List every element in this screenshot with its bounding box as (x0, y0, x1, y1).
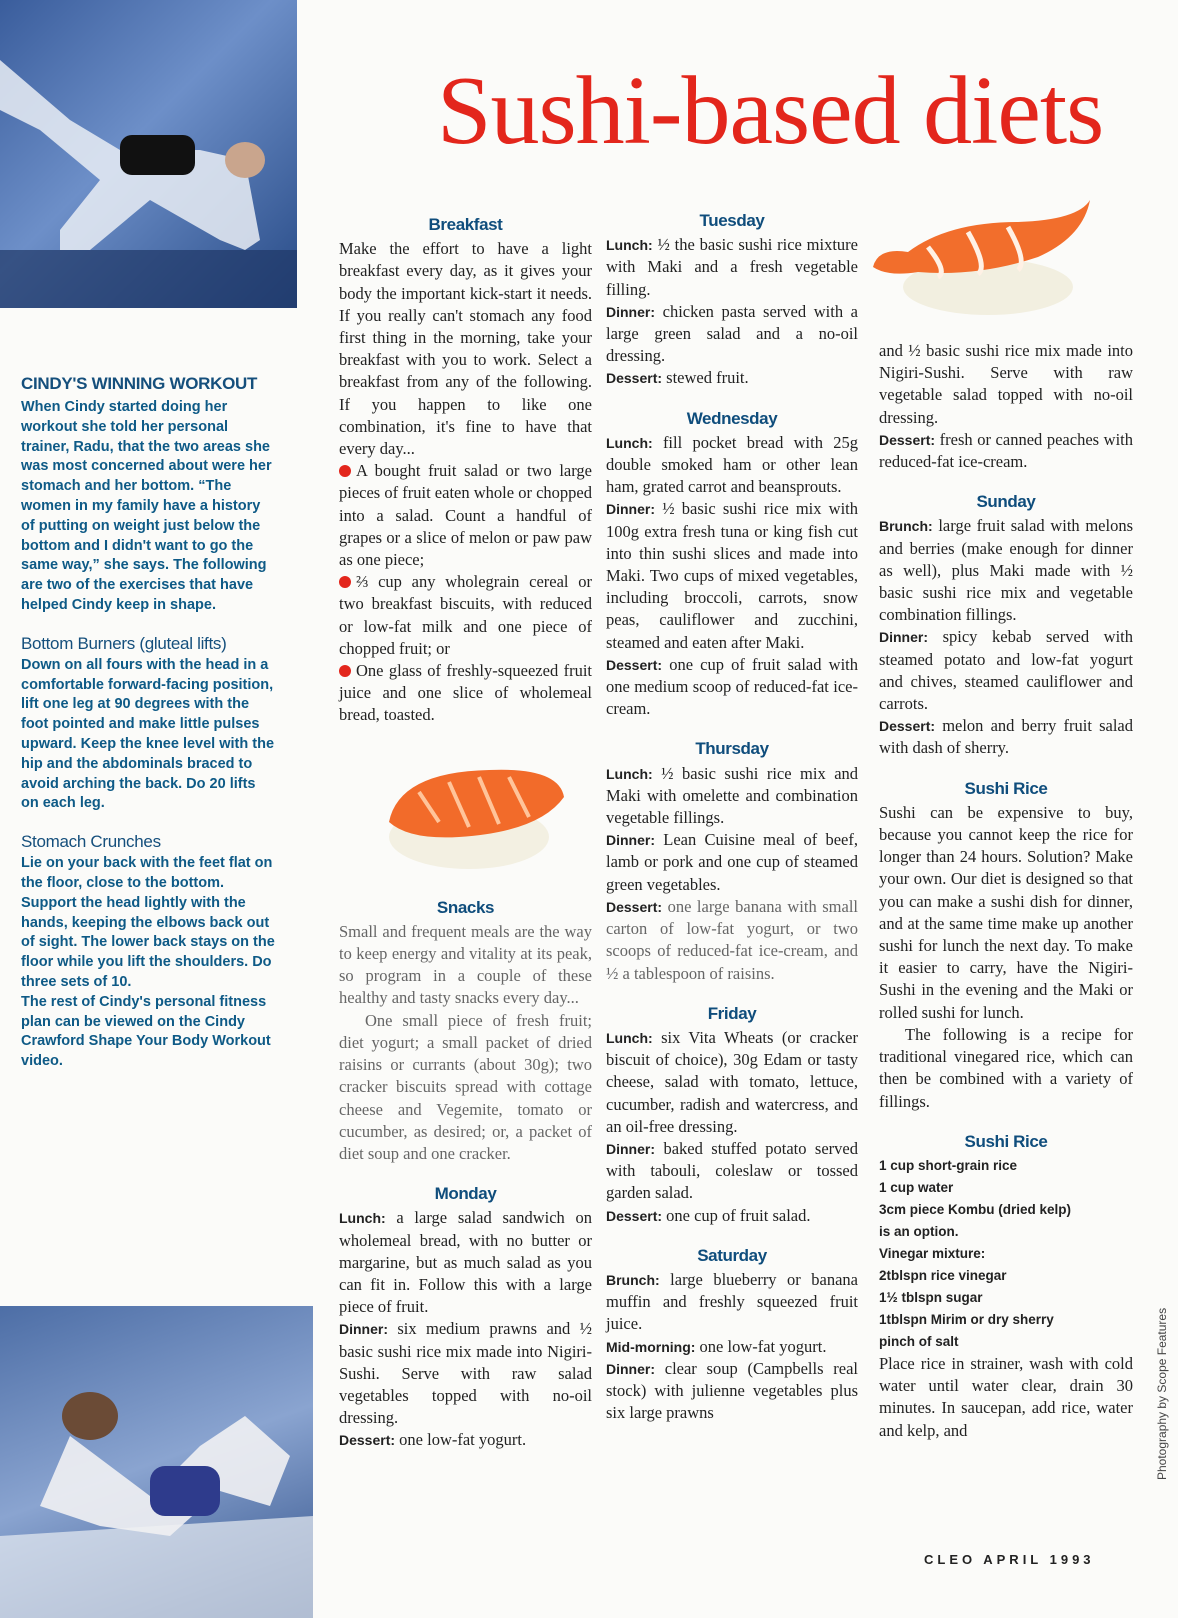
wednesday-lunch: Lunch: fill pocket bread with 25g double smoked ham or other lean ham, grated carrot and beansprouts. (606, 432, 858, 497)
wednesday-dinner: Dinner: ½ basic sushi rice mix with 100g extra fresh tuna or king fish cut into thin sushi slices and made into Maki. Two cups of mixed vegetables, including broccoli, carrots, snow peas, cauliflower and zucchini, steamed and eaten after Maki. (606, 499, 859, 652)
wednesday-dessert: Dessert: one cup of fruit salad with one medium scoop of reduced-fat ice-cream. (606, 654, 858, 719)
sunday-brunch: Brunch: large fruit salad with melons and berries (make enough for dinner as well), plus Maki made with ½ basic sushi rice mix and vegetable combination fillings. (879, 516, 1133, 625)
monday-dessert: Dessert: one low-fat yogurt. (339, 1430, 527, 1450)
ingredient-7: 1½ tblspn sugar (879, 1289, 983, 1305)
sidebar-title: CINDY'S WINNING WORKOUT (21, 374, 258, 393)
photo-credit: Photography by Scope Features (1155, 1307, 1169, 1480)
sidebar-section2-text: Lie on your back with the feet flat on the floor, close to the bottom. Support the head lightly with the hands, keeping the elbows back out of sight. The lower back stays on the floor while you lift the shoulders. Do three sets of 10. (21, 855, 275, 990)
monday-lunch: Lunch: a large salad sandwich on wholemeal bread, with no butter or margarine, but as much salad as you can fit in. Follow this with a large piece of fruit. (339, 1208, 592, 1317)
tuesday-lunch: Lunch: ½ the basic sushi rice mixture with Maki and a fresh vegetable filling. (606, 235, 858, 299)
friday-dinner: Dinner: baked stuffed potato served with tabouli, coleslaw or tossed garden salad. (606, 1138, 858, 1203)
bullet-icon (339, 465, 351, 477)
sidebar-section1-text: Down on all fours with the head in a comfortable forward-facing position, lift one leg at 90 degrees with the foot pointed and make little pulses upward. Keep the knee level with the hip and the abdominals braced to avoid arching the back. Do 20 lifts on each leg. (21, 656, 275, 812)
salmon-nigiri-icon (369, 752, 569, 882)
snacks-p2: One small piece of fresh fruit; diet yogurt; a small packet of dried raisins or currants (about 30g); two cracker biscuits spread with cottage cheese and Vegemite, tomato or cucumber, as desired; or, a packet of diet soup and one cracker. (339, 1010, 592, 1163)
saturday-mid-morning: Mid-morning: one low-fat yogurt. (606, 1336, 827, 1356)
ingredient-8: 1tblspn Mirim or dry sherry (879, 1311, 1054, 1327)
woman-kneeling-leg-lift-illustration (0, 0, 297, 308)
thursday-dessert: Dessert: one large banana with small carton of low-fat yogurt, or two scoops of reduced-fat ice-cream, and ½ a tablespoon of raisins. (606, 896, 858, 983)
snacks-p1: Small and frequent meals are the way to keep energy and vitality at its peak, so program in a couple of these healthy and tasty snacks every day... (339, 921, 592, 1008)
bullet-icon (339, 665, 351, 677)
ingredient-9: pinch of salt (879, 1333, 959, 1349)
sidebar-section2-title: Stomach Crunches (21, 832, 161, 852)
column-1 (339, 214, 592, 1452)
sunday-dinner: Dinner: spicy kebab served with steamed potato and low-fat yogurt and chives, steamed cauliflower and carrots. (879, 627, 1133, 714)
saturday-heading: Saturday (697, 1245, 767, 1265)
thursday-lunch: Lunch: ½ basic sushi rice mix and Maki with omelette and combination vegetable fillings. (606, 763, 859, 828)
workout-photo-top (0, 0, 297, 308)
sidebar-section1-title: Bottom Burners (gluteal lifts) (21, 633, 227, 653)
friday-heading: Friday (707, 1003, 757, 1023)
breakfast-bullet-2: ⅔ cup any wholegrain cereal or two breakfast biscuits, with reduced or low-fat milk and one piece of chopped fruit; or (339, 572, 592, 658)
ingredient-2: 1 cup water (879, 1179, 954, 1195)
magazine-footer: CLEO APRIL 1993 (924, 1552, 1095, 1567)
page-title: Sushi-based diets (437, 57, 1104, 165)
breakfast-bullet-3: One glass of freshly-squeezed fruit juice and one slice of wholemeal bread, toasted. (339, 661, 592, 725)
saturday-dinner: Dinner: clear soup (Campbells real stock) with julienne vegetables plus six large prawns (606, 1358, 858, 1423)
ingredient-4: is an option. (879, 1223, 959, 1239)
snacks-heading: Snacks (436, 897, 495, 917)
friday-dessert: Dessert: one cup of fruit salad. (606, 1205, 811, 1225)
column-3 (879, 340, 1133, 1442)
sunday-dessert: Dessert: melon and berry fruit salad with dash of sherry. (879, 716, 1133, 758)
tuesday-dinner: Dinner: chicken pasta served with a large green salad and a no-oil dressing. (606, 301, 859, 366)
tuesday-dessert: Dessert: stewed fruit. (606, 368, 749, 388)
prawn-nigiri-icon (868, 192, 1098, 322)
woman-crunch-illustration (0, 1306, 313, 1618)
recipe-method: Place rice in strainer, wash with cold water until water clear, drain 30 minutes. In saucepan, add rice, water and kelp, and (879, 1353, 1133, 1440)
ingredient-1: 1 cup short-grain rice (879, 1157, 1018, 1173)
thursday-heading: Thursday (695, 739, 769, 759)
ingredient-5: Vinegar mixture: (879, 1245, 986, 1261)
thursday-dinner: Dinner: Lean Cuisine meal of beef, lamb or pork and one cup of steamed green vegetables. (606, 830, 858, 894)
salmon-sushi-image-area (339, 727, 592, 897)
monday-dinner: Dinner: six medium prawns and ½ basic sushi rice mix made into Nigiri-Sushi. Serve with raw salad vegetables topped with no-oil dressing. (339, 1319, 593, 1428)
sidebar-closing: The rest of Cindy's personal fitness plan can be viewed on the Cindy Crawford Shape Your Body Workout video. (21, 993, 271, 1070)
sushi-rice-heading: Sushi Rice (964, 778, 1048, 798)
ingredient-3: 3cm piece Kombu (dried kelp) (879, 1201, 1072, 1217)
sidebar-intro: When Cindy started doing her workout she told her personal trainer, Radu, that the two areas she was most concerned about were her stomach and her bottom. “The women in my family have a history of putting on weight just below the bottom and I didn't want to go the same way,” she says. The following are two of the exercises that have helped Cindy keep in shape. (21, 399, 272, 613)
wednesday-heading: Wednesday (686, 408, 778, 428)
monday-heading: Monday (434, 1184, 497, 1204)
saturday-dessert: Dessert: fresh or canned peaches with reduced-fat ice-cream. (879, 429, 1133, 472)
sushi-rice-p1: Sushi can be expensive to buy, because you cannot keep the rice for longer than 24 hours. Solution? Make your own. Our diet is designed so that you can make a sushi dish for dinner, and at the same time make up another sushi for lunch the next day. To make it easier to carry, have the Nigiri-Sushi in the evening and the Maki or rolled sushi for lunch. (879, 802, 1133, 1022)
saturday-dinner-continued: and ½ basic sushi rice mix made into Nigiri-Sushi. Serve with raw vegetable salad topped with no-oil dressing. (879, 341, 1133, 427)
bullet-icon (339, 576, 351, 588)
tuesday-heading: Tuesday (699, 211, 765, 230)
breakfast-intro: Make the effort to have a light breakfast every day, as it gives your body the important kick-start it needs. If you really can't stomach any food first thing in the morning, take your breakfast with you to work. Select a breakfast from any of the following. If you happen to like one combination, it's fine to have that every day... (339, 239, 592, 459)
ingredient-6: 2tblspn rice vinegar (879, 1267, 1007, 1283)
breakfast-bullet-1: A bought fruit salad or two large pieces of fruit eaten whole or chopped into a salad. Count a handful of grapes or a slice of melon or paw paw as one piece; (339, 461, 592, 570)
workout-sidebar (21, 374, 276, 1072)
sushi-rice-p2: The following is a recipe for traditional vinegared rice, which can then be combined with a variety of fillings. (879, 1024, 1133, 1111)
column-2 (606, 210, 858, 1424)
sunday-heading: Sunday (976, 492, 1036, 512)
saturday-brunch: Brunch: large blueberry or banana muffin and freshly squeezed fruit juice. (606, 1269, 858, 1334)
friday-lunch: Lunch: six Vita Wheats (or cracker biscuit of choice), 30g Edam or tasty cheese, salad with tomato, lettuce, cucumber, radish and watercress, and an oil-free dressing. (606, 1027, 858, 1136)
workout-photo-bottom (0, 1306, 313, 1618)
sushi-rice-recipe-heading: Sushi Rice (964, 1131, 1048, 1151)
breakfast-heading: Breakfast (428, 215, 503, 234)
